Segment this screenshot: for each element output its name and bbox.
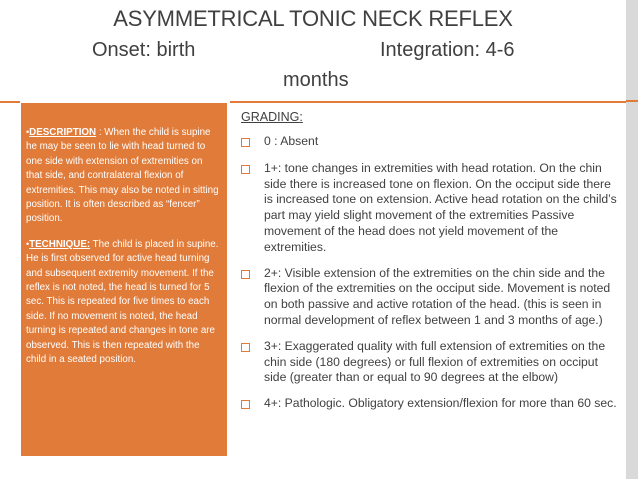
- grade-item-0: [241, 134, 621, 150]
- technique-paragraph: [26, 237, 221, 368]
- bullet-icon: •: [26, 238, 30, 249]
- checkbox-bullet-icon: [241, 343, 250, 352]
- integration-label: Integration: 4-6: [380, 39, 515, 61]
- grade-text-4: 4+: Pathologic. Obligatory extension/flexion for more than 60 sec.: [264, 396, 617, 411]
- grade-item-3: [241, 339, 621, 386]
- technique-text: The child is placed in supine. He is first observed for active head turning and subsequent extremity movement. If the reflex is not noted, the head is turned for 5 sec. This is repeated for five times to each side. If no movement is noted, the head turning is repeated and changes in tone are observed. This is then repeated with the child in a seated position.: [26, 238, 219, 366]
- grade-text-2: 2+: Visible extension of the extremities on the chin side and the flexion of the extremities on the occiput side. Movement is noted on both passive and active rotation of the head. (this is seen in normal development of reflex between 1 and 3 months of age.): [264, 265, 611, 327]
- grading-title-text: GRADING: [241, 110, 300, 124]
- checkbox-bullet-icon: [241, 165, 250, 174]
- integration-continuation: months: [283, 69, 349, 91]
- slide-title: ASYMMETRICAL TONIC NECK REFLEX: [113, 6, 513, 31]
- divider-right: [230, 101, 626, 103]
- grading-title: [241, 110, 303, 124]
- grading-list: [241, 134, 621, 412]
- description-text: : When the child is supine he may be seen to lie with head turned to one side with extension of extremities on that side, and contralateral flexion of extremities. This may also be noted in sitting position. It is often described as “fencer” position.: [26, 127, 219, 225]
- bullet-icon: •: [26, 127, 30, 137]
- grade-text-0: 0 : Absent: [264, 134, 319, 148]
- onset-label: Onset: birth: [92, 39, 196, 61]
- side-bar-accent: [626, 100, 638, 102]
- grade-text-3: 3+: Exaggerated quality with full extension of extremities on the chin side (180 degrees) or full flexion of extremities on occiput side (greater than or equal to 90 degrees at the elbow): [264, 338, 606, 385]
- grade-item-2: [241, 266, 621, 329]
- description-paragraph: [26, 125, 221, 227]
- checkbox-bullet-icon: [241, 270, 250, 279]
- grade-item-4: [241, 396, 621, 412]
- description-heading: DESCRIPTION: [29, 127, 97, 138]
- checkbox-bullet-icon: [241, 400, 250, 409]
- slide-side-bar: [626, 0, 638, 479]
- divider-left: [0, 101, 20, 103]
- description-panel: [21, 103, 227, 456]
- grade-item-1: [241, 161, 621, 256]
- grade-text-1: 1+: tone changes in extremities with head rotation. On the chin side there is increased tone on flexion. On the occiput side there is increased tone on extension. Active head rotation on the child’s part may yield slight movement of the extremities Passive movement of the head does not yield movement of the extremities.: [264, 160, 617, 254]
- checkbox-bullet-icon: [241, 138, 250, 147]
- grading-title-colon: :: [299, 110, 303, 124]
- technique-heading: TECHNIQUE:: [29, 238, 91, 250]
